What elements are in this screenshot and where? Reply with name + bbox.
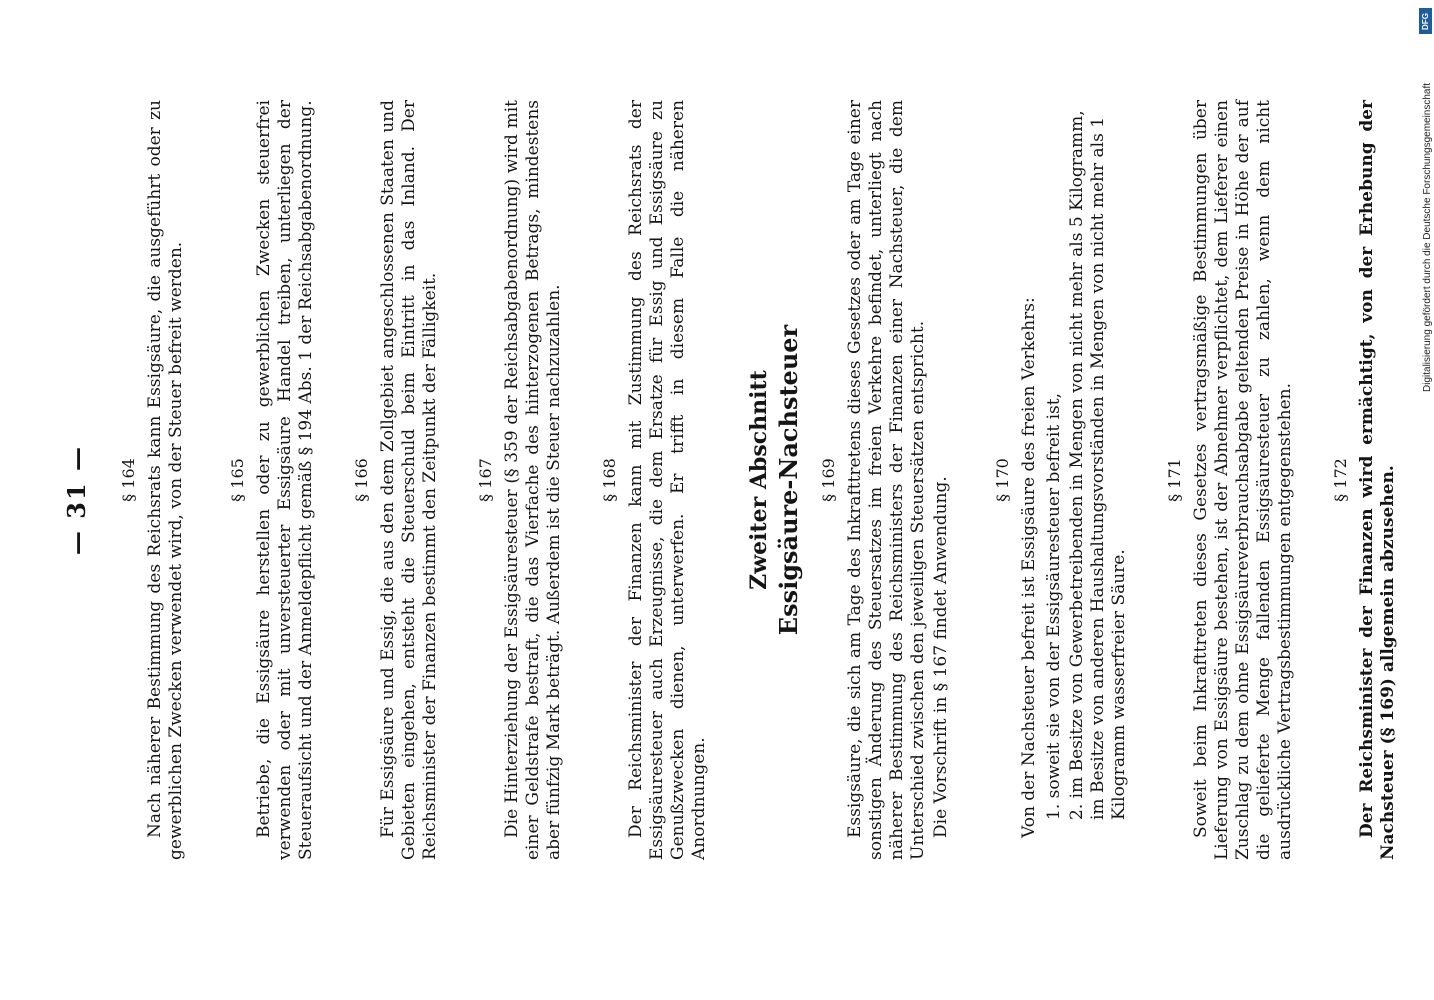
section-number-170: § 170 (993, 458, 1012, 502)
section-number-166: § 166 (352, 458, 371, 502)
list-item: 2. im Besitze von Gewerbetreibenden in Mengen von nicht mehr als 5 Kilogramm, im Besitze von anderen Haushaltungsvorständen in Mengen von nicht mehr als 1 Kilogramm wasserfreier Säure. (1067, 110, 1129, 820)
section-number-168: § 168 (600, 458, 619, 502)
dfg-logo (1419, 8, 1432, 34)
page-number: — 31 — (62, 444, 91, 556)
dfg-badge-label: DFG (1421, 12, 1431, 30)
text-column (118, 100, 1433, 860)
section-text-167: Die Hinterziehung der Essigsäuresteuer (§ 359 der Reichsabgabenordnung) wird mit einer Geldstrafe bestraft, die das Vierfache des hinterzogenen Betrags, mindestens aber fünfzig Mark beträgt. Außerdem ist die Steuer nachzuzahlen. (502, 100, 564, 860)
section-number-171: § 171 (1165, 458, 1184, 502)
section-text-164: Nach näherer Bestimmung des Reichsrats kann Essigsäure, die ausgeführt oder zu gewerblichen Zwecken verwendet wird, von der Steuer befreit werden. (145, 100, 186, 860)
section-number-172: § 172 (1331, 458, 1350, 502)
section-number-169: § 169 (819, 458, 838, 502)
section-text-172: Der Reichsminister der Finanzen wird ermächtigt, von der Erhebung der Nachsteuer (§ 169) allgemein abzusehen. (1357, 100, 1398, 860)
section-text-166: Für Essigsäure und Essig, die aus den dem Zollgebiet angeschlossenen Staaten und Gebieten eingehen, entsteht die Steuerschuld beim Eintritt in das Inland. Der Reichsminister der Finanzen bestimmt den Zeitpunkt der Fälligkeit. (378, 100, 440, 860)
list-item: 1. soweit sie von der Essigsäuresteuer befreit ist, (1044, 393, 1064, 820)
chapter-title: Zweiter Abschnitt (746, 370, 772, 590)
digitization-credit: Digitalisierung gefördert durch die Deutsche Forschungsgemeinschaft (1422, 82, 1433, 392)
section-text-171: Soweit beim Inkrafttreten dieses Gesetzes vertragsmäßige Bestimmungen über Lieferung von Essigsäure bestehen, ist der Abnehmer verpflichtet, dem Lieferer einen Zuschlag zu dem ohne Essigsäureverbrauchsabgabe geltenden Preise in Höhe der auf die gelieferte Menge fallenden Essigsäuresteuer zu zahlen, wenn dem nicht ausdrückliche Vertragsbestimmungen entgegenstehen. (1191, 100, 1295, 860)
chapter-subtitle: Essigsäure-Nachsteuer (774, 324, 803, 636)
section-number-164: § 164 (119, 458, 138, 502)
section-text-165: Betriebe, die Essigsäure herstellen oder zu gewerblichen Zwecken steuerfrei verwenden oder mit unversteuerter Essigsäure Handel treiben, unterliegen der Steueraufsicht und der Anmeldepflicht gemäß § 194 Abs. 1 der Reichsabgabenordnung. (254, 100, 316, 860)
section-number-165: § 165 (228, 458, 247, 502)
section-list-170 (1044, 100, 1130, 860)
section-note-169: Die Vorschrift in § 167 findet Anwendung. (931, 476, 951, 838)
chapter-heading (744, 100, 804, 860)
section-number-167: § 167 (476, 458, 495, 502)
section-intro-170: Von der Nachsteuer befreit ist Essigsäure des freien Verkehrs: (1019, 297, 1039, 838)
section-text-169: Essigsäure, die sich am Tage des Inkrafttretens dieses Gesetzes oder am Tage einer sonstigen Änderung des Steuersatzes im freien Verkehre befindet, unterliegt nach näherer Bestimmung des Reichsministers der Finanzen einer Nachsteuer, die dem Unterschied zwischen den jeweiligen Steuersätzen entspricht. (845, 100, 928, 860)
section-text-168: Der Reichsminister der Finanzen kann mit Zustimmung des Reichsrats der Essigsäuresteuer auch Erzeugnisse, die dem Ersatze für Essig und Essigsäure zu Genußzwecken dienen, unterwerfen. Er trifft in diesem Falle die näheren Anordnungen. (626, 100, 709, 860)
